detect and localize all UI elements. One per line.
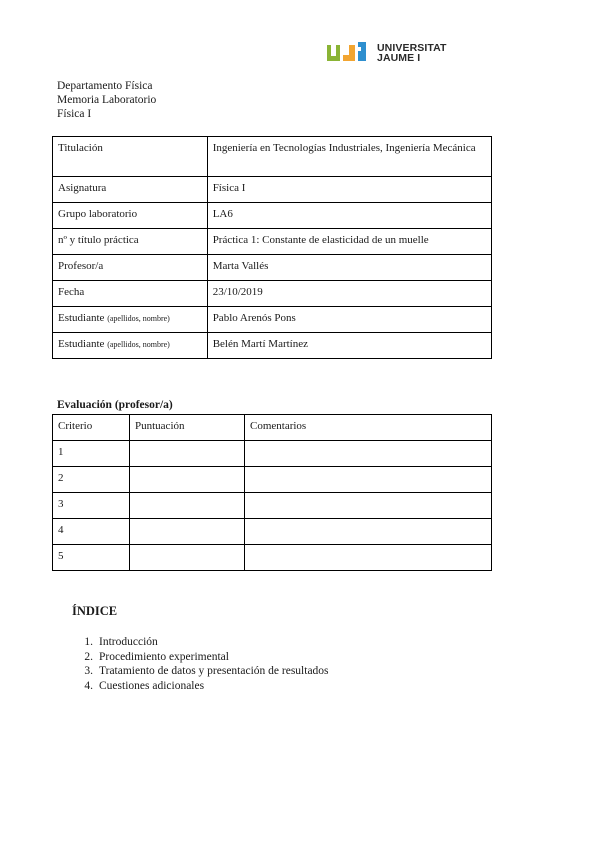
info-label: Titulación	[53, 137, 208, 177]
index-item-number: 1.	[84, 636, 93, 648]
info-label: Fecha	[53, 281, 208, 307]
document-header	[57, 79, 156, 121]
index-item-text: Introducción	[99, 636, 158, 648]
logo-line-1: UNIVERSITAT	[377, 42, 447, 54]
info-value: LA6	[207, 203, 491, 229]
info-table	[52, 136, 492, 359]
info-value: Pablo Arenós Pons	[207, 307, 491, 333]
comment-cell	[245, 493, 492, 519]
comment-cell	[245, 441, 492, 467]
info-value: Física I	[207, 177, 491, 203]
evaluation-row	[53, 467, 492, 493]
index-item-text: Tratamiento de datos y presentación de resultados	[99, 665, 329, 677]
info-row	[53, 281, 492, 307]
index-title: ÍNDICE	[72, 604, 118, 618]
info-value: Práctica 1: Constante de elasticidad de un muelle	[207, 229, 491, 255]
evaluation-row	[53, 545, 492, 571]
info-label: Estudiante	[58, 338, 105, 350]
score-cell	[130, 519, 245, 545]
evaluation-header-row	[53, 415, 492, 441]
info-row	[53, 255, 492, 281]
info-row	[53, 229, 492, 255]
comment-cell	[245, 467, 492, 493]
logo-line-2: JAUME I	[377, 52, 421, 64]
index-item	[72, 635, 329, 650]
score-cell	[130, 545, 245, 571]
info-row	[53, 333, 492, 359]
index-item-text: Cuestiones adicionales	[99, 679, 205, 692]
info-label: Estudiante	[58, 312, 105, 324]
criterion-number: 1	[53, 441, 130, 467]
info-value: Belén Martí Martínez	[207, 333, 491, 359]
info-label: Grupo laboratorio	[53, 203, 208, 229]
index-item-text: Procedimiento experimental	[99, 650, 229, 663]
info-label-cell	[53, 333, 208, 359]
score-cell	[130, 467, 245, 493]
comment-cell	[245, 519, 492, 545]
index-list	[72, 635, 329, 693]
info-label-cell	[53, 307, 208, 333]
info-value: Marta Vallés	[207, 255, 491, 281]
info-row	[53, 177, 492, 203]
info-label-note: (apellidos, nombre)	[107, 314, 170, 323]
index-item	[72, 679, 329, 694]
evaluation-row	[53, 493, 492, 519]
info-label: Profesor/a	[53, 255, 208, 281]
evaluation-header: Comentarios	[245, 415, 492, 441]
criterion-number: 5	[53, 545, 130, 571]
info-value: Ingeniería en Tecnologías Industriales, Ingeniería Mecánica	[207, 137, 491, 177]
header-department: Departamento Física	[57, 80, 153, 92]
info-label: nº y título práctica	[53, 229, 208, 255]
index-item	[72, 664, 329, 679]
index-item-number: 3.	[84, 665, 93, 677]
evaluation-row	[53, 441, 492, 467]
score-cell	[130, 493, 245, 519]
score-cell	[130, 441, 245, 467]
info-row	[53, 137, 492, 177]
info-label: Asignatura	[53, 177, 208, 203]
criterion-number: 3	[53, 493, 130, 519]
header-report-type: Memoria Laboratorio	[57, 94, 157, 106]
evaluation-table	[52, 414, 492, 571]
evaluation-title: Evaluación (profesor/a)	[57, 399, 173, 411]
university-logo	[327, 42, 447, 64]
index-item-number: 4.	[84, 679, 93, 692]
comment-cell	[245, 545, 492, 571]
evaluation-header: Puntuación	[130, 415, 245, 441]
info-row	[53, 307, 492, 333]
index-item-number: 2.	[84, 650, 93, 663]
criterion-number: 4	[53, 519, 130, 545]
header-course: Física I	[57, 108, 92, 120]
info-value: 23/10/2019	[207, 281, 491, 307]
evaluation-row	[53, 519, 492, 545]
criterion-number: 2	[53, 467, 130, 493]
info-label-note: (apellidos, nombre)	[107, 340, 170, 349]
uji-logo-icon	[327, 42, 373, 64]
evaluation-header: Criterio	[53, 415, 130, 441]
index-item	[72, 650, 329, 665]
logo-wordmark	[377, 43, 447, 63]
info-row	[53, 203, 492, 229]
